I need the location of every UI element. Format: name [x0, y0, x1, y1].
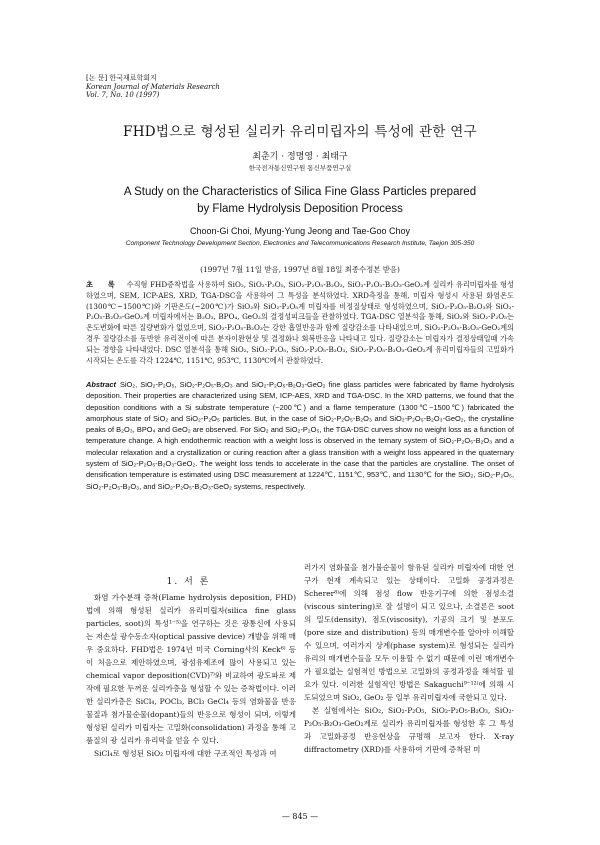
paragraph: 러가지 염화물을 첨가불순물이 함유된 실리카 미립자에 대한 연구가 현재 계속되고 있는 상태이다. 고밀화 공정과정은 Scherer⁸⁾에 의해 점성 flow 반응기구에 의한 점성소결(viscous sintering)로 잘 설명이 되고 있으나, 소결론은 soot의 밀도(density), 점도(viscosity), 기공의 크기 및 분포도(pore size and distribution) 등의 매개변수를 알아야 이해할 수 있으며, 여러가지 상계(phase system)로 형성되는 실리카 유리의 매개변수들을 모두 이용할 수 없기 때문에 이런 매개변수가 필요없는 실험적인 방법으로 고밀화의 공정과정을 해석할 필요가 있다. 이러한 실험적인 방법은 Sakaguchi⁹⁻¹²⁾에 의해 시도되었으며 SiO₂, GeO₂ 등 일부 유리미립자에 국한되고 있다.	[304, 563, 514, 702]
authors-korean: 최춘기 · 정명영 · 최태구	[252, 152, 348, 162]
title-english-line1: A Study on the Characteristics of Silica Fine Glass Particles prepared	[123, 186, 477, 198]
abstract-english-label: Abstract	[86, 380, 116, 389]
journal-volume: Vol. 7, No. 10 (1997)	[86, 91, 160, 100]
abstract-korean-text: 수직형 FHD증착법을 사용하여 SiO₂, SiO₂-P₂O₅, SiO₂-P₂O₅-B₂O₃, SiO₂-P₂O₅-B₂O₃-GeO₂계 실리카 유리미립자를 형성하였으며, SEM, ICP-AES, XRD, TGA-DSC을 사용하여 그 특성을 분석하였다. XRD측정을 통해, 미립자 형성시 사용된 화염온도(1300℃~1500℃)와 기판온도(~200℃)가 SiO₂와 SiO₂-P₂O₅계 미립자를 비정질상태로 형성하였으며, SiO₂-P₂O₅-B₂O₃와 SiO₂-P₂O₅-B₂O₃-GeO₂계 미립자에서는 B₂O₃, BPO₄, GeO₂의 결정성피크들을 관찰하였다. TGA-DSC 열분석을 통해, SiO₂와 SiO₂-P₂O₅는 온도변화에 따른 질량변화가 없었으며, SiO₂-P₂O₅-B₂O₃는 강한 흡열반응과 함께 질량감소를 나타내었으며, SiO₂-P₂O₅-B₂O₃-GeO₂계의 경우 질량감소를 동반한 유리전이에 따른 분자이완현상 및 결정화나 회복반응을 나타내고 있다. 질량감소는 미립자가 결정상태일때 가속되는 경향을 나타내었다. DSC 열분석을 통해 SiO₂, SiO₂-P₂O₅, SiO₂-P₂O₅-B₂O₃, SiO₂-P₂O₅-B₂O₃-GeO₂계 유리미립자들의 고밀화가 시작되는 온도를 각각 1224℃, 1151℃, 953℃, 1130℃에서 관찰하였다.	[86, 280, 514, 365]
title-english-line2: by Flame Hydrolysis Deposition Process	[197, 203, 403, 215]
paragraph: SiCl₄로 형성된 SiO₂ 미립자에 대한 구조적인 특성과 여	[94, 749, 277, 758]
title-korean: FHD법으로 형성된 실리카 유리미립자의 특성에 관한 연구	[123, 124, 477, 140]
journal-name-ko: [논 문] 한국재료학회지	[86, 74, 157, 82]
authors-english: Choon-Gi Choi, Myung-Yung Jeong and Tae-Goo Choy	[190, 226, 410, 236]
section-heading-introduction: 1. 서 론	[166, 577, 211, 587]
body-column-right	[304, 561, 514, 756]
abstract-english-text: SiO₂, SiO₂-P₂O₅, SiO₂-P₂O₅-B₂O₃ and SiO₂-P₂O₅-B₂O₃-GeO₂ fine glass particles were fabricated by flame hydrolysis deposition. Their properties are characterized using SEM, ICP-AES, XRD and TGA-DSC. In the XRD patterns, we found that the deposition conditions with a Si substrate temperature (~200℃) and a flame temperature (1300℃~1500℃) fabricated the amorphous state of SiO₂ and SiO₂-P₂O₅ particles. But, in the case of SiO₂-P₂O₅-B₂O₃ and SiO₂-P₂O₅-B₂O₃-GeO₂, the crystalline peaks of B₂O₃, BPO₄ and GeO₂ are observed. For SiO₂ and SiO₂-P₂O₅, the TGA-DSC curves show no weight loss as a function of temperature change. A high endothermic reaction with a weight loss is observed in the ternary system of SiO₂-P₂O₅-B₂O₃ and a molecular relaxation and a crystallization or curing reaction after a glass transition with a weight loss appeared in the quaternary system of SiO₂-P₂O₅-B₂O₃-GeO₂. The weight loss tends to accelerate in the case that the particles are crystalline. The onset of densification temperature is estimated using DSC measurement at 1224℃, 1151℃, 953℃, and 1130℃ for the SiO₂, SiO₂-P₂O₅, SiO₂-P₂O₅-B₂O₃, and SiO₂-P₂O₅-B₂O₃-GeO₂ systems, respectively.	[86, 380, 514, 491]
abstract-korean	[86, 280, 514, 366]
abstract-english	[86, 379, 514, 492]
paragraph: 화염 가수분해 증착(Flame hydrolysis deposition, FHD)법에 의해 형성된 실리카 유리미립자(silica fine glass particles, soot)의 특성¹⁻⁵⁾을 연구하는 것은 광통신에 사용되는 저손실 광수동소자(optical passive device) 개발을 위해 매우 중요하다. FHD법은 1974년 미국 Corning사의 Keck⁶⁾ 등이 처음으로 제안하였으며, 광섬유제조에 많이 사용되고 있는 chemical vapor deposition(CVD)⁷⁾와 비교하여 광도파로 제작에 필요한 두꺼운 실리카층을 형성할 수 있는 증착법이다. 이러한 실리카층은 SiCl₄, POCl₃, BCl₃ GeCl₄ 등의 염화물을 반응물질과 첨가물순물(dopant)들의 반응으로 형성이 되며, 이렇게 형성된 실리카 미립자는 고밀화(consolidation) 과정을 통해 고품질의 광 실리카 유리막을 얻을 수 있다.	[86, 593, 296, 745]
body-column-left	[86, 591, 296, 760]
journal-name-en: Korean Journal of Materials Research	[86, 82, 220, 91]
journal-header	[86, 74, 220, 100]
paragraph: 본 실험에서는 SiO₂, SiO₂-P₂O₅, SiO₂-P₂O₅-B₂O₃, SiO₂-P₂O₅-B₂O₃-GeO₂계로 실리카 유리미립자를 형성한 후 그 특성과 고밀화공정 반응현상을 규명해 보고자 한다. X-ray diffractometry (XRD)를 사용하여 기판에 증착된 미	[304, 706, 514, 754]
title-english	[0, 184, 600, 218]
affiliation-korean: 한국전자통신연구원 통신부품연구실	[248, 164, 352, 172]
received-dates: (1997년 7월 11일 받음, 1997년 8월 18일 최종수정본 받음)	[200, 265, 400, 274]
page-number: — 845 —	[281, 812, 319, 821]
affiliation-english: Component Technology Development Section, Electronics and Telecommunications Research Institute, Taejon 305-350	[125, 240, 475, 247]
abstract-korean-label: 초 록	[86, 280, 121, 289]
